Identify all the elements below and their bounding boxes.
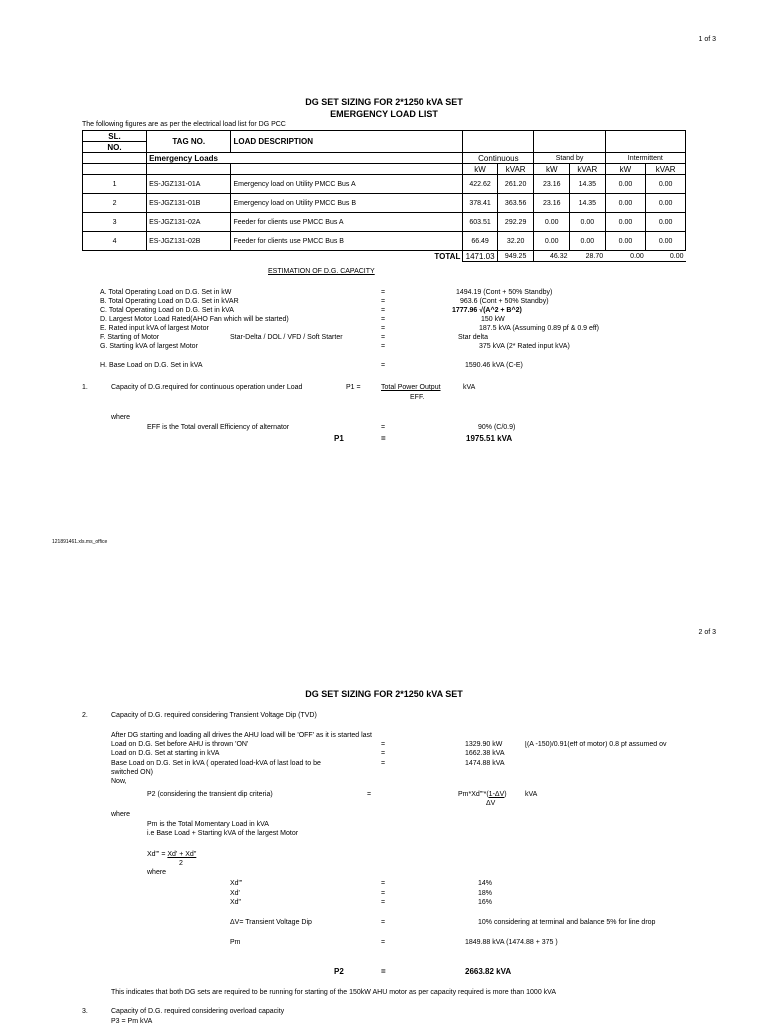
table-total-row	[83, 251, 686, 262]
table-row	[83, 194, 686, 213]
cell-value: 0.00	[605, 213, 646, 232]
equals-sign: =	[381, 880, 386, 887]
equals-sign: =	[381, 289, 386, 296]
page-number: 2 of 3	[698, 629, 716, 636]
p2-formula: Pm*Xd"'*(1-ΔV)	[458, 791, 507, 798]
dv-value: 10% considering at terminal and balance 5% for line drop	[478, 919, 656, 926]
page-title: DG SET SIZING FOR 2*1250 kVA SET	[305, 689, 463, 699]
cell-value: 0.00	[646, 175, 686, 194]
p2-value: 2663.82 kVA	[465, 967, 512, 976]
p1-label: P1	[334, 434, 344, 443]
cell-value: 378.41	[463, 194, 497, 213]
unit-kvar: kVAR	[646, 164, 686, 175]
standby-label: Stand by	[534, 153, 605, 164]
equals-sign: =	[381, 760, 386, 767]
where-label: where	[111, 414, 131, 421]
item2-line1-note: [(A -150)/0.91(eff of motor) 0.8 pf assumed ov	[525, 741, 667, 748]
cell-desc: Feeder for clients use PMCC Bus A	[231, 213, 463, 232]
col-header-sl: SL.	[83, 131, 147, 142]
estimation-label-e: E. Rated input kVA of largest Motor	[100, 325, 209, 332]
estimation-value-b: 963.6 (Cont + 50% Standby)	[460, 298, 549, 305]
cell-tag: ES-JGZ131-01B	[147, 194, 231, 213]
equals-sign: =	[381, 919, 386, 926]
cell-value: 0.00	[570, 232, 606, 251]
p1-unit: kVA	[463, 384, 476, 391]
p1-numerator: Total Power Output	[381, 384, 441, 391]
where-label: where	[147, 869, 167, 876]
page-subtitle: EMERGENCY LOAD LIST	[330, 109, 438, 119]
total-value: 0.00	[605, 251, 646, 262]
equals-sign: =	[381, 434, 386, 443]
emergency-load-table	[82, 130, 686, 262]
cell-value: 14.35	[570, 194, 606, 213]
intermittent-label: Intermittent	[605, 153, 685, 164]
cell-value: 0.00	[534, 232, 570, 251]
p1-denominator: EFF.	[410, 394, 425, 401]
item3-text: Capacity of D.G. required considering overload capacity	[111, 1008, 285, 1015]
total-label: TOTAL	[231, 251, 463, 262]
starter-options: Star-Delta / DOL / VFD / Soft Starter	[230, 334, 343, 341]
item2-text: Capacity of D.G. required considering Transient Voltage Dip (TVD)	[111, 712, 317, 719]
table-row	[83, 232, 686, 251]
cell-value: 0.00	[646, 232, 686, 251]
table-row	[83, 175, 686, 194]
estimation-value-c: 1777.96 √(A^2 + B^2)	[452, 307, 522, 314]
param-value: 14%	[478, 880, 493, 887]
col-header-desc: LOAD DESCRIPTION	[231, 131, 463, 153]
cell-sl: 4	[83, 232, 147, 251]
param-label: Xd'	[230, 890, 240, 897]
continuous-label: Continuous	[463, 153, 534, 164]
cell-value: 23.16	[534, 175, 570, 194]
dv-label: ΔV= Transient Voltage Dip	[230, 919, 312, 926]
eff-text: EFF is the Total overall Efficiency of alternator	[147, 424, 290, 431]
item-number: 3.	[82, 1008, 88, 1015]
estimation-label-f: F. Starting of Motor	[100, 334, 160, 341]
item-number: 1.	[82, 384, 88, 391]
table-row	[83, 213, 686, 232]
item2-line3-value: 1474.88 kVA	[465, 760, 505, 767]
equals-sign: =	[381, 343, 386, 350]
cell-value: 0.00	[646, 194, 686, 213]
total-value: 1471.03	[463, 251, 497, 262]
cell-tag: ES-JGZ131-02B	[147, 232, 231, 251]
unit-kw: kW	[463, 164, 497, 175]
item-number: 2.	[82, 712, 88, 719]
equals-sign: =	[381, 939, 386, 946]
cell-value: 66.49	[463, 232, 497, 251]
cell-desc: Emergency load on Utility PMCC Bus A	[231, 175, 463, 194]
unit-kw: kW	[534, 164, 570, 175]
equals-sign: =	[381, 325, 386, 332]
item2-line3-cont: switched ON)	[111, 769, 154, 776]
pm-value: 1849.88 kVA (1474.88 + 375 )	[465, 939, 558, 946]
estimation-label-g: G. Starting kVA of largest Motor	[100, 343, 198, 350]
p1-symbol: P1 =	[346, 384, 361, 391]
cell-value: 603.51	[463, 213, 497, 232]
p2-denominator: ΔV	[486, 800, 496, 807]
total-value: 0.00	[646, 251, 686, 262]
total-value: 46.32	[534, 251, 570, 262]
where-label: where	[111, 811, 131, 818]
intro-text: The following figures are as per the electrical load list for DG PCC	[82, 121, 286, 128]
cell-sl: 3	[83, 213, 147, 232]
now-label: Now,	[111, 778, 127, 785]
item1-text: Capacity of D.G.required for continuous operation under Load	[111, 384, 303, 391]
unit-kvar: kVAR	[570, 164, 606, 175]
p2-unit: kVA	[525, 791, 538, 798]
table-subheader-row	[83, 153, 686, 164]
estimation-value-d: 150 kW	[481, 316, 505, 323]
cell-value: 14.35	[570, 175, 606, 194]
col-header-tag: TAG NO.	[147, 131, 231, 153]
equals-sign: =	[381, 334, 386, 341]
param-value: 16%	[478, 899, 493, 906]
param-label: Xd"	[230, 899, 242, 906]
item2-line2-value: 1662.38 kVA	[465, 750, 505, 757]
cell-tag: ES-JGZ131-02A	[147, 213, 231, 232]
cell-sl: 1	[83, 175, 147, 194]
cell-value: 32.20	[497, 232, 534, 251]
equals-sign: =	[381, 298, 386, 305]
equals-sign: =	[381, 899, 386, 906]
item2-line3: Base Load on D.G. Set in kVA ( operated load-kVA of last load to be	[111, 760, 321, 767]
equals-sign: =	[381, 967, 386, 976]
conclusion-text: This indicates that both DG sets are required to be running for starting of the 150kW AHU motor as per capacity required is more than 1000 kVA	[111, 989, 556, 996]
estimation-title: ESTIMATION OF D.G. CAPACITY	[268, 268, 375, 275]
page-number: 1 of 3	[698, 36, 716, 43]
item2-line1: Load on D.G. Set before AHU is thrown 'ON'	[111, 741, 249, 748]
estimation-label-d: D. Largest Motor Load Rated(AHO Fan which will be started)	[100, 316, 289, 323]
item2-line1-value: 1329.90 kW	[465, 741, 503, 748]
item2-para: After DG starting and loading all drives the AHU load will be 'OFF' as it is started last	[111, 732, 373, 739]
cell-value: 0.00	[605, 194, 646, 213]
table-header-row	[83, 131, 686, 142]
cell-value: 292.29	[497, 213, 534, 232]
cell-value: 261.20	[497, 175, 534, 194]
estimation-value-h: 1590.46 kVA (C-E)	[465, 362, 523, 369]
unit-kw: kW	[605, 164, 646, 175]
equals-sign: =	[381, 750, 386, 757]
cell-value: 0.00	[605, 175, 646, 194]
emergency-loads-label: Emergency Loads	[147, 153, 463, 164]
p2-text: P2 (considering the transient dip criteria)	[147, 791, 273, 798]
cell-value: 23.16	[534, 194, 570, 213]
pm-definition-2: i.e Base Load + Starting kVA of the largest Motor	[147, 830, 299, 837]
table-unit-row	[83, 164, 686, 175]
xd-formula: Xd"' = Xd' + Xd"	[147, 851, 197, 858]
p2-label: P2	[334, 967, 344, 976]
pm-definition: Pm is the Total Momentary Load in kVA	[147, 821, 269, 828]
total-value: 949.25	[497, 251, 534, 262]
xd-denominator: 2	[179, 860, 183, 867]
col-header-no: NO.	[83, 142, 147, 153]
estimation-value-e: 187.5 kVA (Assuming 0.89 pf & 0.9 eff)	[479, 325, 599, 332]
cell-value: 363.56	[497, 194, 534, 213]
equals-sign: =	[381, 741, 386, 748]
estimation-value-a: 1494.19 (Cont + 50% Standby)	[456, 289, 553, 296]
equals-sign: =	[381, 316, 386, 323]
cell-value: 0.00	[646, 213, 686, 232]
pm-label: Pm	[230, 939, 241, 946]
cell-value: 422.62	[463, 175, 497, 194]
param-value: 18%	[478, 890, 493, 897]
equals-sign: =	[381, 890, 386, 897]
item3-partial: P3 = Pm kVA	[111, 1018, 153, 1025]
cell-value: 0.00	[605, 232, 646, 251]
unit-kvar: kVAR	[497, 164, 534, 175]
estimation-label-h: H. Base Load on D.G. Set in kVA	[100, 362, 203, 369]
item2-line2: Load on D.G. Set at starting in kVA	[111, 750, 220, 757]
cell-value: 0.00	[534, 213, 570, 232]
cell-sl: 2	[83, 194, 147, 213]
cell-value: 0.00	[570, 213, 606, 232]
cell-desc: Feeder for clients use PMCC Bus B	[231, 232, 463, 251]
cell-tag: ES-JGZ131-01A	[147, 175, 231, 194]
estimation-label-b: B. Total Operating Load on D.G. Set in kVAR	[100, 298, 239, 305]
param-label: Xd"'	[230, 880, 243, 887]
p1-value: 1975.51 kVA	[466, 434, 513, 443]
estimation-label-c: C. Total Operating Load on D.G. Set in kVA	[100, 307, 234, 314]
eff-value: 90% (C/0.9)	[478, 424, 516, 431]
file-footer: 121891461.xls.ms_office	[52, 539, 108, 545]
equals-sign: =	[367, 791, 372, 798]
estimation-label-a: A. Total Operating Load on D.G. Set in kW	[100, 289, 232, 296]
estimation-value-g: 375 kVA (2* Rated input kVA)	[479, 343, 570, 350]
page-title: DG SET SIZING FOR 2*1250 kVA SET	[305, 97, 463, 107]
equals-sign: =	[381, 424, 386, 431]
estimation-value-f: Star delta	[458, 334, 488, 341]
cell-desc: Emergency load on Utility PMCC Bus B	[231, 194, 463, 213]
total-value: 28.70	[570, 251, 606, 262]
equals-sign: =	[381, 362, 386, 369]
equals-sign: =	[381, 307, 386, 314]
